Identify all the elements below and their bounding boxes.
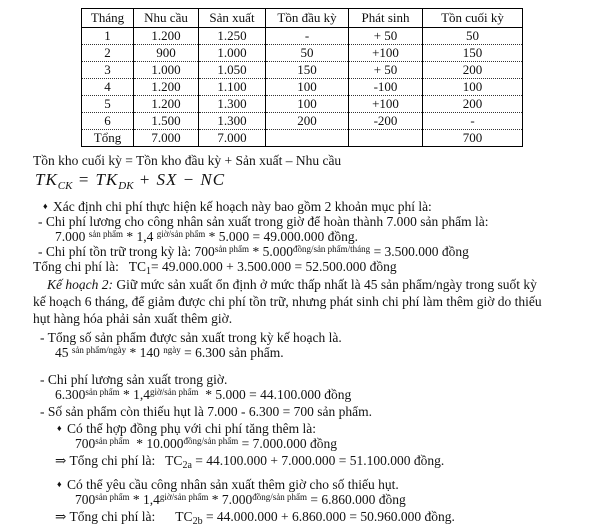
unit-superscript: giờ/sản phẩm bbox=[150, 386, 199, 397]
table-cell: 100 bbox=[266, 96, 349, 113]
formula-value: 7.000 bbox=[55, 228, 89, 244]
table-cell: 1.250 bbox=[199, 28, 266, 45]
table-cell: 200 bbox=[266, 113, 349, 130]
plan2-paragraph-line bbox=[33, 311, 232, 326]
total-products-item bbox=[40, 330, 342, 345]
formula-value: 6.300 bbox=[55, 386, 86, 402]
table-cell: 6 bbox=[82, 113, 134, 130]
formula-value: * 5.000 = 49.000.000 đồng. bbox=[205, 228, 359, 244]
col-header-closing-stock: Tồn cuối kỳ bbox=[423, 9, 523, 28]
plan2-label: Kế hoạch 2: bbox=[47, 276, 113, 292]
table-cell: 200 bbox=[423, 96, 523, 113]
unit-superscript: sản phẩm bbox=[95, 491, 130, 502]
unit-superscript: sản phẩm bbox=[95, 435, 130, 446]
unit-superscript: đồng/sản phẩm bbox=[183, 435, 239, 446]
table-cell: 5 bbox=[82, 96, 134, 113]
table-header-row bbox=[82, 9, 523, 28]
table-row bbox=[82, 62, 523, 79]
table-row bbox=[82, 28, 523, 45]
formula-value: = 6.300 sản phẩm. bbox=[180, 344, 284, 360]
table-row bbox=[82, 96, 523, 113]
wage-cost-item bbox=[38, 214, 489, 229]
text-segment: - Số sản phẩm còn thiếu hụt là 7.000 - 6.300 = 700 sản phẩm. bbox=[40, 403, 372, 419]
table-row bbox=[82, 45, 523, 62]
overtime-formula bbox=[75, 492, 406, 507]
table-cell: 1.300 bbox=[199, 96, 266, 113]
formula-value: = 3.500.000 đồng bbox=[370, 243, 469, 259]
formula-value: * 1,4 bbox=[119, 386, 150, 402]
total-cost-tc2b bbox=[55, 508, 455, 527]
unit-superscript: sản phẩm bbox=[214, 243, 250, 254]
formula-value: = 44.000.000 + 6.860.000 = 50.960.000 đồng. bbox=[202, 508, 455, 524]
col-header-demand: Nhu cầu bbox=[134, 9, 199, 28]
total-cost-tc2a bbox=[55, 452, 445, 471]
formula-value: ⇒ Tổng chi phí là: TC bbox=[55, 508, 193, 524]
formula-value: * 1,4 bbox=[123, 228, 157, 244]
unit-superscript: đồng/sản phẩm bbox=[252, 491, 308, 502]
col-header-production: Sản xuất bbox=[199, 9, 266, 28]
formula-value: * 10.000 bbox=[129, 435, 184, 451]
text-segment: Xác định chi phí thực hiện kế hoạch này bao gồm 2 khoản mục phí là: bbox=[49, 198, 432, 214]
formula-value: * 5.000 = 44.100.000 đồng bbox=[198, 386, 352, 402]
table-cell: 1.500 bbox=[134, 113, 199, 130]
formula-value: 45 bbox=[55, 344, 72, 360]
table-cell: -100 bbox=[349, 79, 423, 96]
unit-superscript: sản phẩm bbox=[85, 386, 120, 397]
formula-value: = 6.860.000 đồng bbox=[307, 491, 406, 507]
table-cell: 1.000 bbox=[134, 62, 199, 79]
math-term: TK bbox=[35, 170, 58, 189]
total-cost-tc1 bbox=[33, 258, 397, 277]
inventory-formula-math bbox=[35, 170, 226, 192]
text-segment: - Tổng số sản phẩm được sản xuất trong kỳ kế hoạch là. bbox=[40, 329, 342, 345]
wage-cost-plan2-formula bbox=[55, 387, 351, 402]
table-cell bbox=[266, 130, 349, 147]
math-subscript: DK bbox=[118, 180, 134, 192]
unit-superscript: sản phẩm/ngày bbox=[71, 344, 127, 355]
col-header-change: Phát sinh bbox=[349, 9, 423, 28]
table-cell: 1.000 bbox=[199, 45, 266, 62]
math-subscript: CK bbox=[57, 180, 73, 192]
table-cell: 2 bbox=[82, 45, 134, 62]
table-cell: 1.200 bbox=[134, 28, 199, 45]
tc-subscript: 2a bbox=[182, 459, 192, 471]
overtime-bullet bbox=[57, 477, 399, 493]
math-term: = TK bbox=[72, 170, 119, 189]
subcontract-formula bbox=[75, 436, 337, 451]
plan2-paragraph-line bbox=[33, 294, 542, 309]
formula-value: Tổng chi phí là: TC bbox=[33, 258, 146, 274]
wage-cost-formula bbox=[55, 229, 358, 244]
tc-subscript: 2b bbox=[192, 515, 203, 527]
table-cell: 4 bbox=[82, 79, 134, 96]
table-cell: + 50 bbox=[349, 62, 423, 79]
table-cell: Tổng bbox=[82, 130, 134, 147]
production-plan-table bbox=[81, 8, 523, 147]
table-total-row bbox=[82, 130, 523, 147]
table-cell: -200 bbox=[349, 113, 423, 130]
table-cell: +100 bbox=[349, 45, 423, 62]
formula-value: * 5.000 bbox=[249, 243, 293, 259]
table-cell: 1 bbox=[82, 28, 134, 45]
table-cell: 7.000 bbox=[134, 130, 199, 147]
inventory-formula-text bbox=[33, 153, 341, 168]
table-cell: 1.300 bbox=[199, 113, 266, 130]
subcontract-bullet bbox=[57, 421, 316, 437]
diamond-bullet-icon: ♦ bbox=[43, 201, 48, 211]
table-cell: 150 bbox=[266, 62, 349, 79]
table-cell: 50 bbox=[423, 28, 523, 45]
table-cell: - bbox=[423, 113, 523, 130]
table-row bbox=[82, 79, 523, 96]
diamond-bullet-icon: ♦ bbox=[57, 479, 62, 489]
formula-value: = 49.000.000 + 3.500.000 = 52.500.000 đồng bbox=[151, 258, 397, 274]
math-term: + SX − NC bbox=[133, 170, 226, 189]
table-cell: 900 bbox=[134, 45, 199, 62]
text-segment: - Chi phí lương cho công nhân sản xuất trong giờ để hoàn thành 7.000 sản phẩm là: bbox=[38, 213, 489, 229]
table-cell: 1.200 bbox=[134, 79, 199, 96]
shortage-item bbox=[40, 404, 372, 419]
unit-superscript: giờ/sản phẩm bbox=[156, 228, 206, 239]
col-header-month: Tháng bbox=[82, 9, 134, 28]
formula-value: 700 bbox=[75, 491, 96, 507]
col-header-opening-stock: Tồn đầu kỳ bbox=[266, 9, 349, 28]
tc-subscript: 1 bbox=[146, 265, 151, 277]
formula-value: * 1,4 bbox=[129, 491, 160, 507]
text-segment: Tồn kho cuối kỳ = Tồn kho đầu kỳ + Sản xuất – Nhu cầu bbox=[33, 152, 342, 168]
unit-superscript: ngày bbox=[163, 344, 181, 355]
table-cell: - bbox=[266, 28, 349, 45]
unit-superscript: sản phẩm bbox=[88, 228, 123, 239]
text-segment: hụt hàng hóa phải sản xuất thêm giờ. bbox=[33, 310, 233, 326]
formula-value: * 7.000 bbox=[208, 491, 253, 507]
text-segment: kế hoạch 6 tháng, để giảm được chi phí tồn trữ, nhưng phát sinh chi phí làm thêm giờ do thiếu bbox=[33, 293, 542, 309]
table-cell: 200 bbox=[423, 62, 523, 79]
table-cell: +100 bbox=[349, 96, 423, 113]
formula-value: ⇒ Tổng chi phí là: TC bbox=[55, 452, 183, 468]
formula-value: = 44.100.000 + 7.000.000 = 51.100.000 đồng. bbox=[191, 452, 445, 468]
text-segment: Có thể hợp đồng phụ với chi phí tăng thêm là: bbox=[63, 420, 316, 436]
table-cell: 700 bbox=[423, 130, 523, 147]
storage-cost-item bbox=[38, 244, 469, 259]
table-cell: 1.200 bbox=[134, 96, 199, 113]
table-cell: 100 bbox=[423, 79, 523, 96]
formula-value: * 140 bbox=[126, 344, 164, 360]
diamond-bullet-icon: ♦ bbox=[57, 423, 62, 433]
formula-value: - Chi phí tồn trữ trong kỳ là: 700 bbox=[38, 243, 215, 259]
table-cell: 50 bbox=[266, 45, 349, 62]
plan2-paragraph-line bbox=[47, 277, 537, 292]
table-cell: 7.000 bbox=[199, 130, 266, 147]
table-row bbox=[82, 113, 523, 130]
table-cell: 3 bbox=[82, 62, 134, 79]
cost-definition-bullet bbox=[43, 199, 432, 215]
text-segment: Có thể yêu cầu công nhân sản xuất thêm giờ cho số thiếu hụt. bbox=[63, 476, 399, 492]
formula-value: 700 bbox=[75, 435, 96, 451]
table-cell: + 50 bbox=[349, 28, 423, 45]
wage-cost-plan2-item bbox=[40, 372, 227, 387]
unit-superscript: giờ/sản phẩm bbox=[159, 491, 209, 502]
table-cell: 100 bbox=[266, 79, 349, 96]
table-cell: 150 bbox=[423, 45, 523, 62]
table-cell bbox=[349, 130, 423, 147]
total-products-formula bbox=[55, 345, 284, 360]
table-cell: 1.050 bbox=[199, 62, 266, 79]
text-segment: Giữ mức sản xuất ổn định ở mức thấp nhất là 45 sản phẩm/ngày trong suốt kỳ bbox=[112, 276, 537, 292]
unit-superscript: đồng/sản phẩm/tháng bbox=[292, 243, 371, 254]
text-segment: - Chi phí lương sản xuất trong giờ. bbox=[40, 371, 228, 387]
table-cell: 1.100 bbox=[199, 79, 266, 96]
formula-value: = 7.000.000 đồng bbox=[238, 435, 337, 451]
